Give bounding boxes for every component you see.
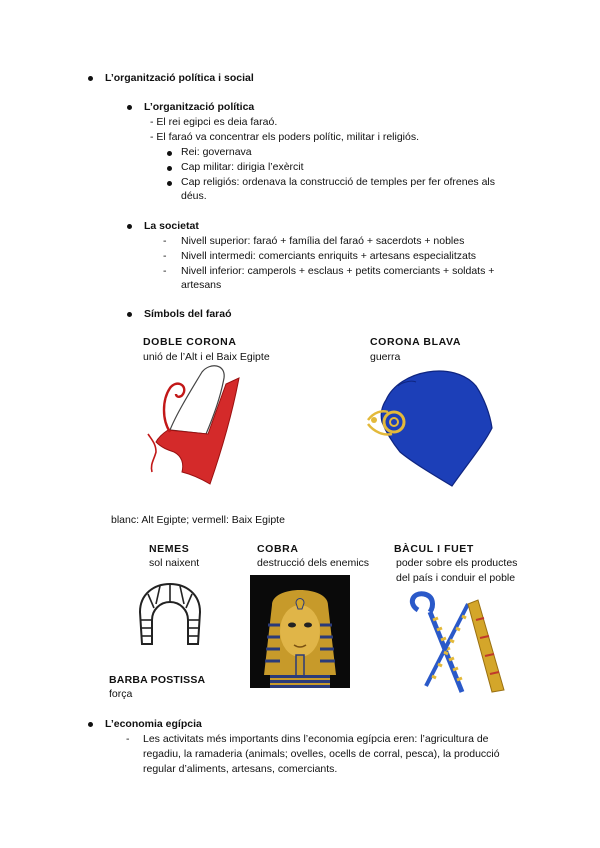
- society-item: Nivell intermedi: comerciants enriquits + artesans especialitzats: [181, 250, 476, 262]
- political-bullet-cont: déus.: [181, 190, 207, 202]
- beard-meaning: força: [109, 688, 133, 700]
- double-crown-title: DOBLE CORONA: [143, 336, 237, 348]
- society-item: Nivell superior: faraó + família del faraó + sacerdots + nobles: [181, 235, 465, 247]
- blue-crown-meaning: guerra: [370, 351, 401, 363]
- bullet-dot: [167, 151, 172, 156]
- cobra-meaning: destrucció dels enemics: [257, 557, 370, 569]
- section-heading-economy: L’economia egípcia: [105, 718, 202, 730]
- bullet-dot: [127, 224, 132, 229]
- double-crown-meaning: unió de l’Alt i el Baix Egipte: [143, 351, 270, 363]
- bullet-dot: [88, 76, 93, 81]
- bullet-dot: [167, 181, 172, 186]
- dash-marker: -: [163, 250, 167, 262]
- subheading-political: L’organització política: [144, 101, 255, 113]
- blue-crown-illustration: [364, 362, 499, 492]
- society-item: Nivell inferior: camperols + esclaus + petits comerciants + soldats +: [181, 265, 495, 277]
- economy-text: Les activitats més importants dins l’economia egípcia eren: l’agricultura de: [143, 733, 489, 745]
- political-bullet: Cap militar: dirigia l’exèrcit: [181, 161, 304, 173]
- subheading-society: La societat: [144, 220, 199, 232]
- bullet-dot: [127, 312, 132, 317]
- colors-note: blanc: Alt Egipte; vermell: Baix Egipte: [111, 514, 285, 526]
- section-heading-political-social: L’organització política i social: [105, 72, 254, 84]
- economy-text: regadiu, la ramaderia (animals; ovelles, ocells de corral, pesca), la producció: [143, 748, 500, 760]
- political-line: - El faraó va concentrar els poders polític, militar i religiós.: [150, 131, 420, 143]
- subheading-symbols: Símbols del faraó: [144, 308, 232, 320]
- beard-title: BARBA POSTISSA: [109, 674, 206, 686]
- nemes-title: NEMES: [149, 543, 190, 555]
- crook-flail-title: BÀCUL I FUET: [394, 543, 474, 555]
- political-bullet: Rei: governava: [181, 146, 252, 158]
- dash-marker: -: [126, 733, 130, 745]
- crook-flail-meaning: del país i conduir el poble: [396, 572, 516, 584]
- golden-mask-image: [250, 575, 350, 688]
- bullet-dot: [127, 105, 132, 110]
- society-item-cont: artesans: [181, 279, 222, 291]
- dash-marker: -: [163, 235, 167, 247]
- economy-text: regular d’aliments, artesans, comerciants.: [143, 763, 338, 775]
- cobra-title: COBRA: [257, 543, 299, 555]
- double-crown-illustration: [140, 360, 250, 490]
- political-bullet: Cap religiós: ordenava la construcció de temples per fer ofrenes als: [181, 176, 495, 188]
- bullet-dot: [88, 722, 93, 727]
- political-line: - El rei egipci es deia faraó.: [150, 116, 278, 128]
- blue-crown-title: CORONA BLAVA: [370, 336, 461, 348]
- nemes-illustration: [130, 582, 210, 652]
- nemes-meaning: sol naixent: [149, 557, 200, 569]
- dash-marker: -: [163, 265, 167, 277]
- crook-flail-illustration: [404, 590, 514, 700]
- bullet-dot: [167, 166, 172, 171]
- crook-flail-meaning: poder sobre els productes: [396, 557, 518, 569]
